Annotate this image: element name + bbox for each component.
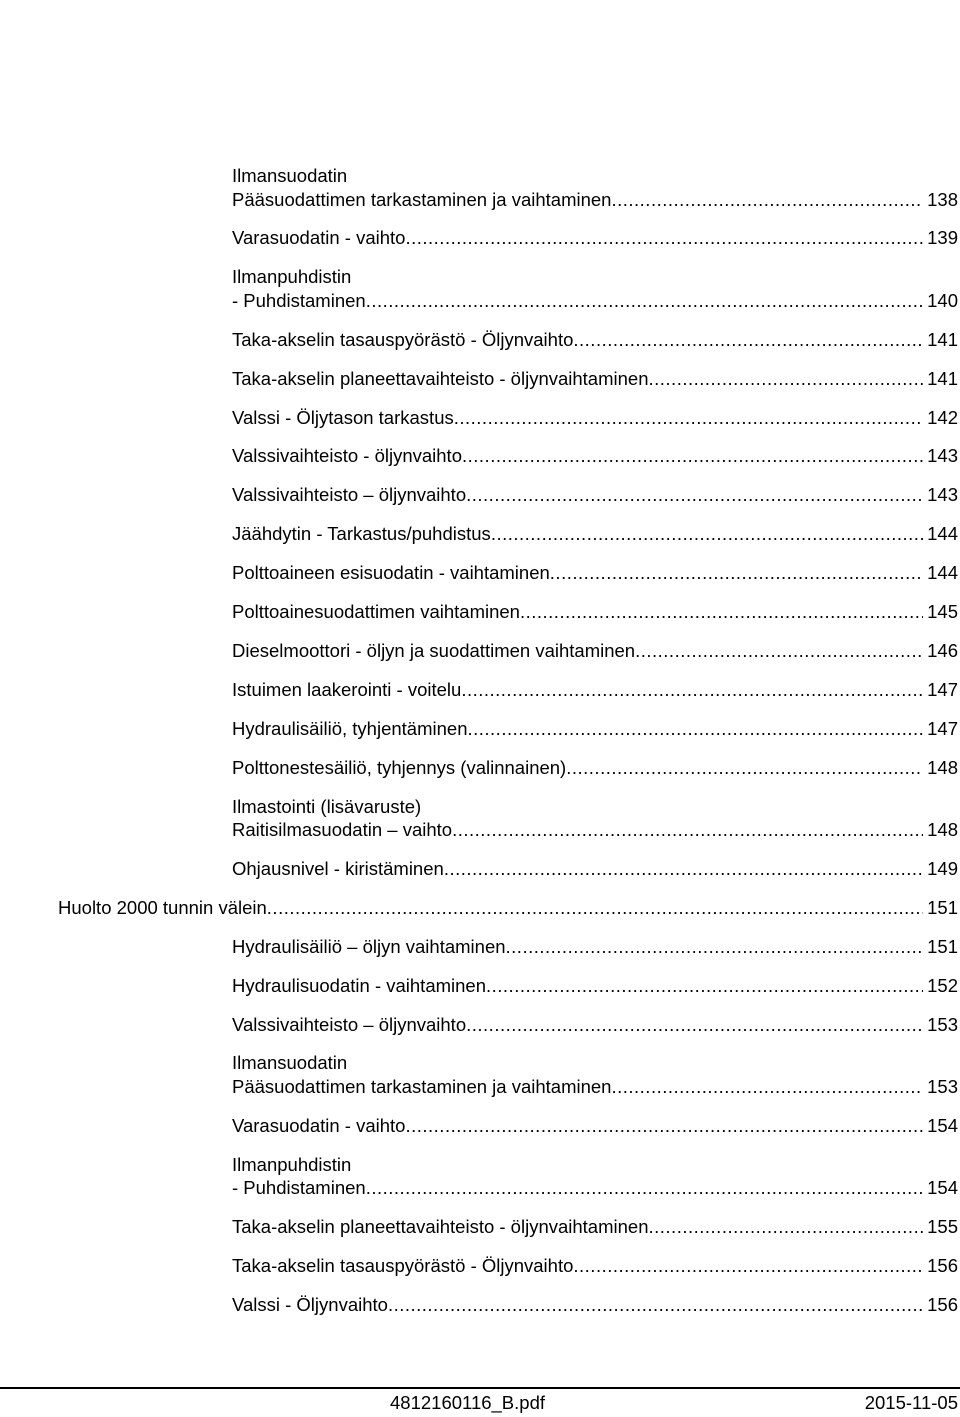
toc-page-number: 139 — [927, 227, 958, 249]
toc-entry-title: Valssi - Öljynvaihto — [232, 1293, 388, 1315]
toc-page-number: 156 — [927, 1293, 958, 1315]
toc-entry-title: Huolto 2000 tunnin välein — [58, 896, 267, 918]
toc-entry-title: Valssi - Öljytason tarkastus — [232, 406, 454, 428]
toc-page-number: 145 — [927, 601, 958, 622]
toc-entry[interactable] — [232, 406, 958, 430]
toc-dot-leader — [267, 896, 923, 920]
toc-page-number: 147 — [927, 678, 958, 700]
footer-filename: 4812160116_B.pdf — [390, 1392, 546, 1413]
toc-page-number: 156 — [927, 1255, 958, 1276]
toc-entry-title: Valssivaihteisto - öljynvaihto — [232, 445, 462, 467]
toc-dot-leader — [388, 1293, 923, 1317]
toc-dot-leader — [466, 1013, 923, 1037]
toc-group-heading — [232, 265, 958, 289]
toc-page-number: 152 — [927, 974, 958, 996]
toc-dot-leader — [405, 226, 923, 250]
toc-group-heading-text: Ilmansuodatin — [232, 1052, 348, 1074]
toc-dot-leader — [486, 974, 923, 998]
toc-group-heading-text: Ilmansuodatin — [232, 165, 348, 186]
toc-entry-title: Istuimen laakerointi - voitelu — [232, 678, 462, 700]
toc-page-number: 147 — [927, 717, 958, 739]
toc-dot-leader — [466, 483, 923, 507]
toc-entry-title: Varasuodatin - vaihto — [232, 227, 406, 249]
toc-dot-leader — [452, 818, 923, 842]
toc-group-heading — [232, 795, 958, 819]
toc-page-number: 141 — [927, 367, 958, 389]
toc-entry-title: Hydraulisuodatin - vaihtaminen — [232, 974, 486, 996]
toc-dot-leader — [444, 857, 923, 881]
toc-entry[interactable] — [232, 328, 958, 352]
toc-page-number: 154 — [927, 1114, 958, 1136]
toc-entry[interactable] — [232, 717, 958, 741]
toc-dot-leader — [566, 756, 923, 780]
toc-dot-leader — [520, 600, 923, 624]
toc-dot-leader — [550, 561, 923, 585]
toc-entry[interactable] — [232, 1293, 958, 1317]
toc-dot-leader — [491, 522, 923, 546]
toc-page-number: 151 — [927, 896, 958, 918]
toc-page-number: 144 — [927, 562, 958, 584]
toc-dot-leader — [405, 1114, 923, 1138]
toc-entry[interactable] — [232, 561, 958, 585]
toc-entry[interactable] — [232, 756, 958, 780]
toc-entry-title: Ohjausnivel - kiristäminen — [232, 857, 444, 879]
toc-group-heading — [232, 1153, 958, 1177]
toc-entry-title: Varasuodatin - vaihto — [232, 1114, 406, 1136]
toc-page-number: 153 — [927, 1013, 958, 1035]
toc-dot-leader — [462, 444, 923, 468]
toc-entry-title: Hydraulisäiliö – öljyn vaihtaminen — [232, 935, 506, 957]
toc-entry-title: Valssivaihteisto – öljynvaihto — [232, 1013, 467, 1035]
toc-entry-title: Polttonestesäiliö, tyhjennys (valinnainen) — [232, 756, 567, 778]
toc-entry[interactable] — [232, 974, 958, 998]
toc-entry[interactable] — [232, 1114, 958, 1138]
toc-group-heading-text: Ilmanpuhdistin — [232, 1153, 352, 1175]
toc-page-number: 149 — [927, 857, 958, 879]
toc-entry-title: - Puhdistaminen — [232, 289, 366, 311]
toc-dot-leader — [506, 935, 924, 959]
toc-entry[interactable] — [232, 1013, 958, 1037]
toc-dot-leader — [454, 406, 923, 430]
toc-entry[interactable] — [232, 226, 958, 250]
toc-page-number: 142 — [927, 406, 958, 428]
toc-entry-title: Polttoaineen esisuodatin - vaihtaminen — [232, 562, 550, 584]
toc-entry[interactable] — [232, 1075, 958, 1099]
toc-entry-title: - Puhdistaminen — [232, 1177, 366, 1199]
toc-dot-leader — [366, 289, 923, 313]
toc-dot-leader — [573, 1254, 923, 1278]
toc-dot-leader — [573, 328, 923, 352]
toc-page-number: 153 — [927, 1075, 958, 1097]
toc-entry-title: Pääsuodattimen tarkastaminen ja vaihtaminen — [232, 188, 612, 210]
toc-dot-leader — [461, 678, 923, 702]
toc-dot-leader — [611, 188, 923, 212]
toc-page-number: 140 — [927, 289, 958, 311]
toc-dot-leader — [366, 1176, 923, 1200]
toc-entry[interactable] — [232, 522, 958, 546]
toc-page-number: 141 — [927, 328, 958, 350]
toc-entry-title: Dieselmoottori - öljyn ja suodattimen vaihtaminen — [232, 639, 636, 661]
toc-page-number: 154 — [927, 1177, 958, 1199]
toc-entry[interactable] — [232, 1215, 958, 1239]
toc-page-number: 155 — [927, 1216, 958, 1238]
toc-group-heading — [232, 1051, 958, 1075]
toc-page-number: 144 — [927, 523, 958, 545]
toc-entry-title: Jäähdytin - Tarkastus/puhdistus — [232, 523, 491, 545]
toc-entry[interactable] — [232, 857, 958, 881]
toc-entry[interactable] — [232, 818, 958, 842]
toc-entry[interactable] — [232, 935, 958, 959]
toc-entry-title: Hydraulisäiliö, tyhjentäminen — [232, 717, 468, 739]
toc-dot-leader — [635, 639, 923, 663]
toc-page-number: 148 — [927, 819, 958, 840]
toc-entry[interactable] — [232, 639, 958, 663]
toc-entry-title: Taka-akselin tasauspyörästö - Öljynvaihto — [232, 1255, 574, 1276]
toc-group-heading-text: Ilmanpuhdistin — [232, 266, 352, 288]
toc-page-number: 146 — [927, 639, 958, 661]
toc-entry[interactable] — [232, 483, 958, 507]
toc-entry[interactable] — [232, 367, 958, 391]
toc-entry-title: Polttoainesuodattimen vaihtaminen — [232, 601, 520, 622]
toc-section-entry[interactable] — [58, 896, 958, 920]
toc-entry[interactable] — [232, 289, 958, 313]
toc-dot-leader — [467, 717, 923, 741]
toc-entry-title: Taka-akselin planeettavaihteisto - öljynvaihtaminen — [232, 367, 649, 389]
toc-page-number: 138 — [927, 188, 958, 210]
toc-entry[interactable] — [232, 188, 958, 212]
toc-group-heading — [232, 164, 958, 188]
toc-entry[interactable] — [232, 1254, 958, 1278]
toc-group-heading-text: Ilmastointi (lisävaruste) — [232, 795, 422, 817]
toc-entry-title: Raitisilmasuodatin – vaihto — [232, 819, 453, 840]
toc-entry[interactable] — [232, 600, 958, 624]
toc-entry-title: Taka-akselin tasauspyörästö - Öljynvaihto — [232, 328, 574, 350]
toc-page-number: 148 — [927, 756, 958, 778]
toc-dot-leader — [649, 1215, 924, 1239]
toc-page-number: 143 — [927, 445, 958, 467]
toc-dot-leader — [649, 367, 924, 391]
toc-page-number: 151 — [927, 935, 958, 957]
toc-entry[interactable] — [232, 1176, 958, 1200]
toc-entry-title: Taka-akselin planeettavaihteisto - öljynvaihtaminen — [232, 1216, 649, 1238]
toc-page-number: 143 — [927, 484, 958, 506]
toc-dot-leader — [611, 1075, 923, 1099]
toc-entry-title: Pääsuodattimen tarkastaminen ja vaihtaminen — [232, 1075, 612, 1097]
footer-date: 2015-11-05 — [864, 1392, 958, 1413]
toc-entry-title: Valssivaihteisto – öljynvaihto — [232, 484, 467, 506]
toc-entry[interactable] — [232, 678, 958, 702]
toc-entry[interactable] — [232, 444, 958, 468]
footer-divider — [0, 1387, 960, 1389]
